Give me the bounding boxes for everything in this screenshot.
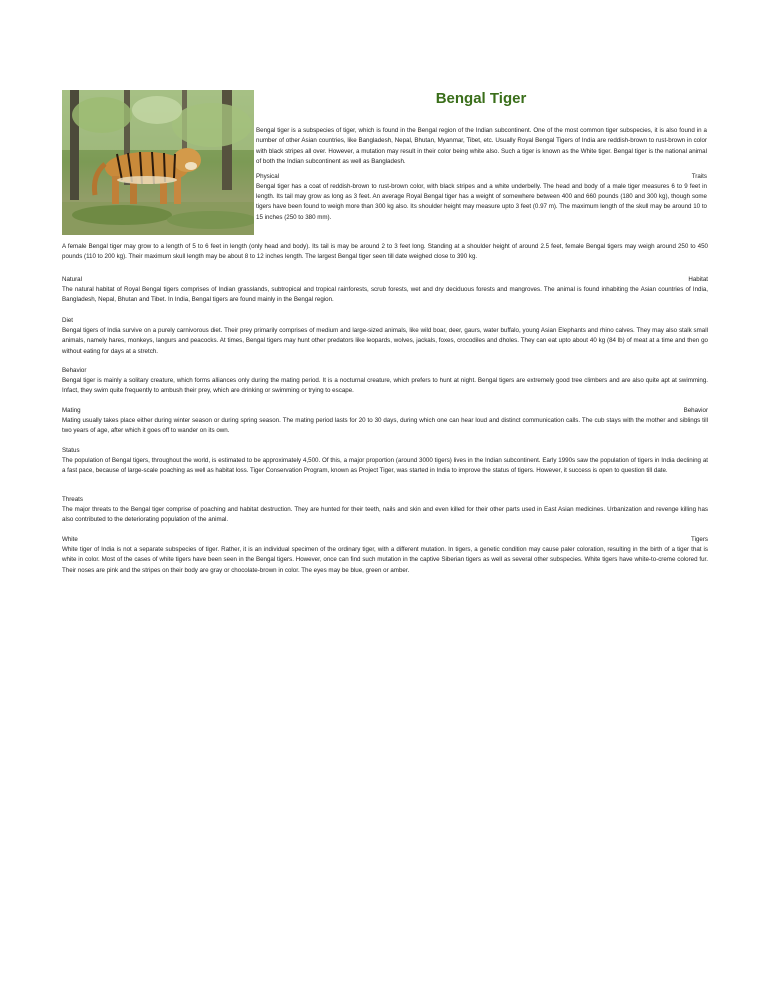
behavior-heading: Behavior — [62, 367, 87, 374]
mating-section — [62, 406, 708, 437]
habitat-heading-left: Natural — [62, 276, 82, 283]
white-tigers-paragraph: White tiger of India is not a separate subspecies of tiger. Rather, it is an individual specimen of the ordinary tiger, with a different mutation. In tigers, a genetic condition may cause paler coloration, resulting in the birth of a tiger that is white in color. Most of the cases of white tigers have been seen in the Bengal tigers. However, once can find such mutation in the captive Siberian tigers as well as several other subspecies. White tigers have white-to-creme colored fur. Their noses are pink and the stripes on their body are gray or chocolate-brown in color. The eyes may be blue, green or amber. — [62, 546, 708, 574]
intro-section — [256, 126, 707, 223]
mating-heading — [62, 406, 708, 416]
page-title: Bengal Tiger — [435, 90, 527, 107]
diet-paragraph: Bengal tigers of India survive on a purely carnivorous diet. Their prey primarily comprises of medium and large-sized animals, like wild boar, deer, gaurs, water buffalo, young Asian Elephants and rhino calves. They may also stalk small animals, namely hares, monkeys, langurs and peacocks. At times, Bengal tigers may hunt other predators like leopards, wolves, jackals, foxes, crocodiles and dholes. They can eat upto about 40 kg (84 lb) of meat at a time and then go without eating for days at a stretch. — [62, 327, 708, 355]
threats-section — [62, 495, 708, 526]
white-tigers-section — [62, 535, 708, 576]
white-tigers-heading — [62, 535, 708, 545]
habitat-heading-right: Habitat — [688, 276, 708, 283]
diet-heading: Diet — [62, 317, 74, 324]
tiger-photo — [62, 90, 254, 235]
status-heading: Status — [62, 447, 80, 454]
behavior-paragraph: Bengal tiger is mainly a solitary creature, which forms alliances only during the mating period. It is a nocturnal creature, which prefers to hunt at night. Bengal tigers are extremely good tree climbers and are also quite apt at swimming. Infact, they swim quite frequently to ambush their prey, which are drinking or swimming or trying to escape. — [62, 377, 708, 395]
threats-heading: Threats — [62, 496, 83, 503]
habitat-section — [62, 275, 708, 306]
mating-heading-left: Mating — [62, 407, 81, 414]
habitat-paragraph: The natural habitat of Royal Bengal tigers comprises of Indian grasslands, subtropical and tropical rainforests, scrub forests, wet and dry deciduous forests and mangroves. The animal is found inhabiting the Asian countries of India, Bangladesh, Nepal, Bhutan and Tibet. In India, Bengal tigers are found mainly in the Bengal region. — [62, 286, 708, 304]
diet-section — [62, 316, 708, 357]
mating-heading-right: Behavior — [683, 407, 708, 414]
threats-paragraph: The major threats to the Bengal tiger comprise of poaching and habitat destruction. They are hunted for their teeth, nails and skin and even killed for their other parts used in East Asian medicines. Urbanization and revenge killing has also contributed to the deteriorating population of the animal. — [62, 506, 708, 524]
white-heading-left: White — [62, 536, 78, 543]
tiger-image — [62, 90, 254, 235]
white-heading-right: Tigers — [691, 536, 708, 543]
physical-traits-heading — [256, 172, 707, 182]
physical-continued — [62, 242, 708, 263]
intro-paragraph: Bengal tiger is a subspecies of tiger, which is found in the Bengal region of the Indian subcontinent. One of the most common tiger subspecies, it is also found in a number of other Asian countries, like Bangladesh, Nepal, Bhutan, Myanmar, Tibet, etc. Usually Royal Bengal Tigers of India are reddish-brown to rust-brown in color with black stripes all over. However, a mutation may result in their color being white also. Such a tiger is known as the White tiger. Bengal tiger is the national animal of both the Indian subcontinent as well as Bangladesh. — [256, 127, 707, 166]
physical-heading-left: Physical — [256, 172, 280, 180]
physical-paragraph: Bengal tiger has a coat of reddish-brown to rust-brown color, with black stripes and a white underbelly. The head and body of a male tiger measures 6 to 9 feet in length. Its tail may grow as long as 3 feet. An average Royal Bengal tiger has a weight of somewhere between 400 and 660 pounds (180 and 300 kg), though some tigers have been found to weigh more than 300 kg also. Its shoulder height may measure upto 3 feet (0.97 m). The maximum length of the skull may be around 10 to 15 inches (250 to 380 mm). — [256, 182, 707, 221]
physical-paragraph-2: A female Bengal tiger may grow to a length of 5 to 6 feet in length (only head and body). Its tail is may be around 2 to 3 feet long. Standing at a shoulder height of around 2.5 feet, female Bengal tigers may weigh around 250 to 450 pounds (110 to 200 kg). Their maximum skull length may be about 8 to 12 inches length. The largest Bengal tiger seen till date weighed close to 390 kg. — [62, 243, 708, 261]
behavior-section — [62, 366, 708, 397]
status-section — [62, 446, 708, 477]
habitat-heading — [62, 275, 708, 285]
status-paragraph: The population of Bengal tigers, throughout the world, is estimated to be approximately 4,500. Of this, a major proportion (around 3000 tigers) lives in the Indian subcontinent. Early 1990s saw the population of tigers in India declining at a fast pace, because of large-scale poaching as well as habitat loss. Tiger Conservation Program, known as Project Tiger, was started in India to improve the status of tigers. However, it success is open to question till date. — [62, 457, 708, 475]
physical-heading-right: Traits — [691, 172, 707, 180]
mating-paragraph: Mating usually takes place either during winter season or during spring season. The mating period lasts for 20 to 30 days, during which one can hear loud and distinct communication calls. The cub stays with the mother and siblings till two years of age, after which it goes off to wander on its own. — [62, 417, 708, 435]
